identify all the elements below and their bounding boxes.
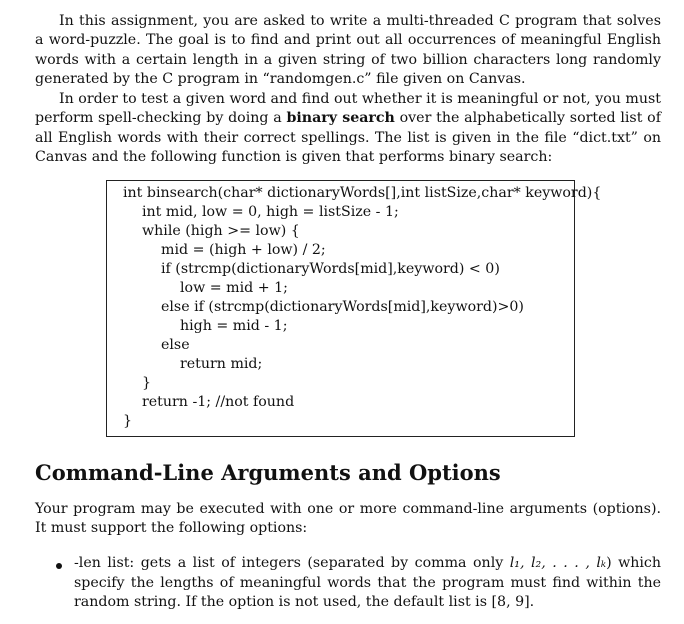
intro-paragraph-2 xyxy=(35,90,661,168)
intro-paragraph-1: In this assignment, you are asked to write a multi-threaded C program that solves a word-puzzle. The goal is to find and print out all occurrences of meaningful English words with a certain length in a given string of two billion characters long randomly generated by the C program in “randomgen.c” file given on Canvas. xyxy=(35,13,661,88)
section-heading: Command-Line Arguments and Options xyxy=(35,460,501,485)
code-line: else xyxy=(161,337,190,353)
code-line: high = mid - 1; xyxy=(180,318,288,334)
code-line: while (high >= low) { xyxy=(142,223,300,239)
code-line: int binsearch(char* dictionaryWords[],int listSize,char* keyword){ xyxy=(123,185,602,201)
code-line: low = mid + 1; xyxy=(180,280,288,296)
code-line: return mid; xyxy=(180,356,263,372)
code-line: int mid, low = 0, high = listSize - 1; xyxy=(142,204,399,220)
code-line: else if (strcmp(dictionaryWords[mid],keyword)>0) xyxy=(161,299,524,315)
math-length-list: l₁, l₂, . . . , lₖ xyxy=(509,555,607,571)
intro-p2-text-a: In order to test a given word and find out whether it is meaningful or not, you must perform spell-checking by doing a xyxy=(35,91,661,127)
code-line: if (strcmp(dictionaryWords[mid],keyword) < 0) xyxy=(161,261,500,277)
section-intro-paragraph: Your program may be executed with one or more command-line arguments (options). It must support the following options: xyxy=(35,501,661,537)
len-option-text-c: . xyxy=(529,594,535,611)
len-option-text-b: ) which specify the lengths of meaningful words that the program must find within the random string. If the option is not used, the default list is xyxy=(74,555,662,611)
code-line: } xyxy=(142,375,152,391)
code-line: } xyxy=(123,413,133,429)
intro-p2-text-b: over the alphabetically sorted list of all English words with their correct spellings. The list is given in the file “dict.txt” on Canvas and the following function is given that performs binary search: xyxy=(35,110,661,166)
len-option-item xyxy=(74,554,661,613)
code-line: return -1; //not found xyxy=(142,394,295,410)
binary-search-term: binary search xyxy=(286,110,395,127)
code-listing-box xyxy=(106,180,602,437)
bullet-icon xyxy=(56,563,62,569)
code-line: mid = (high + low) / 2; xyxy=(161,242,326,258)
len-option-text-a: -len list: gets a list of integers (separated by comma only xyxy=(74,555,510,571)
default-length-list: [8, 9] xyxy=(491,594,530,611)
